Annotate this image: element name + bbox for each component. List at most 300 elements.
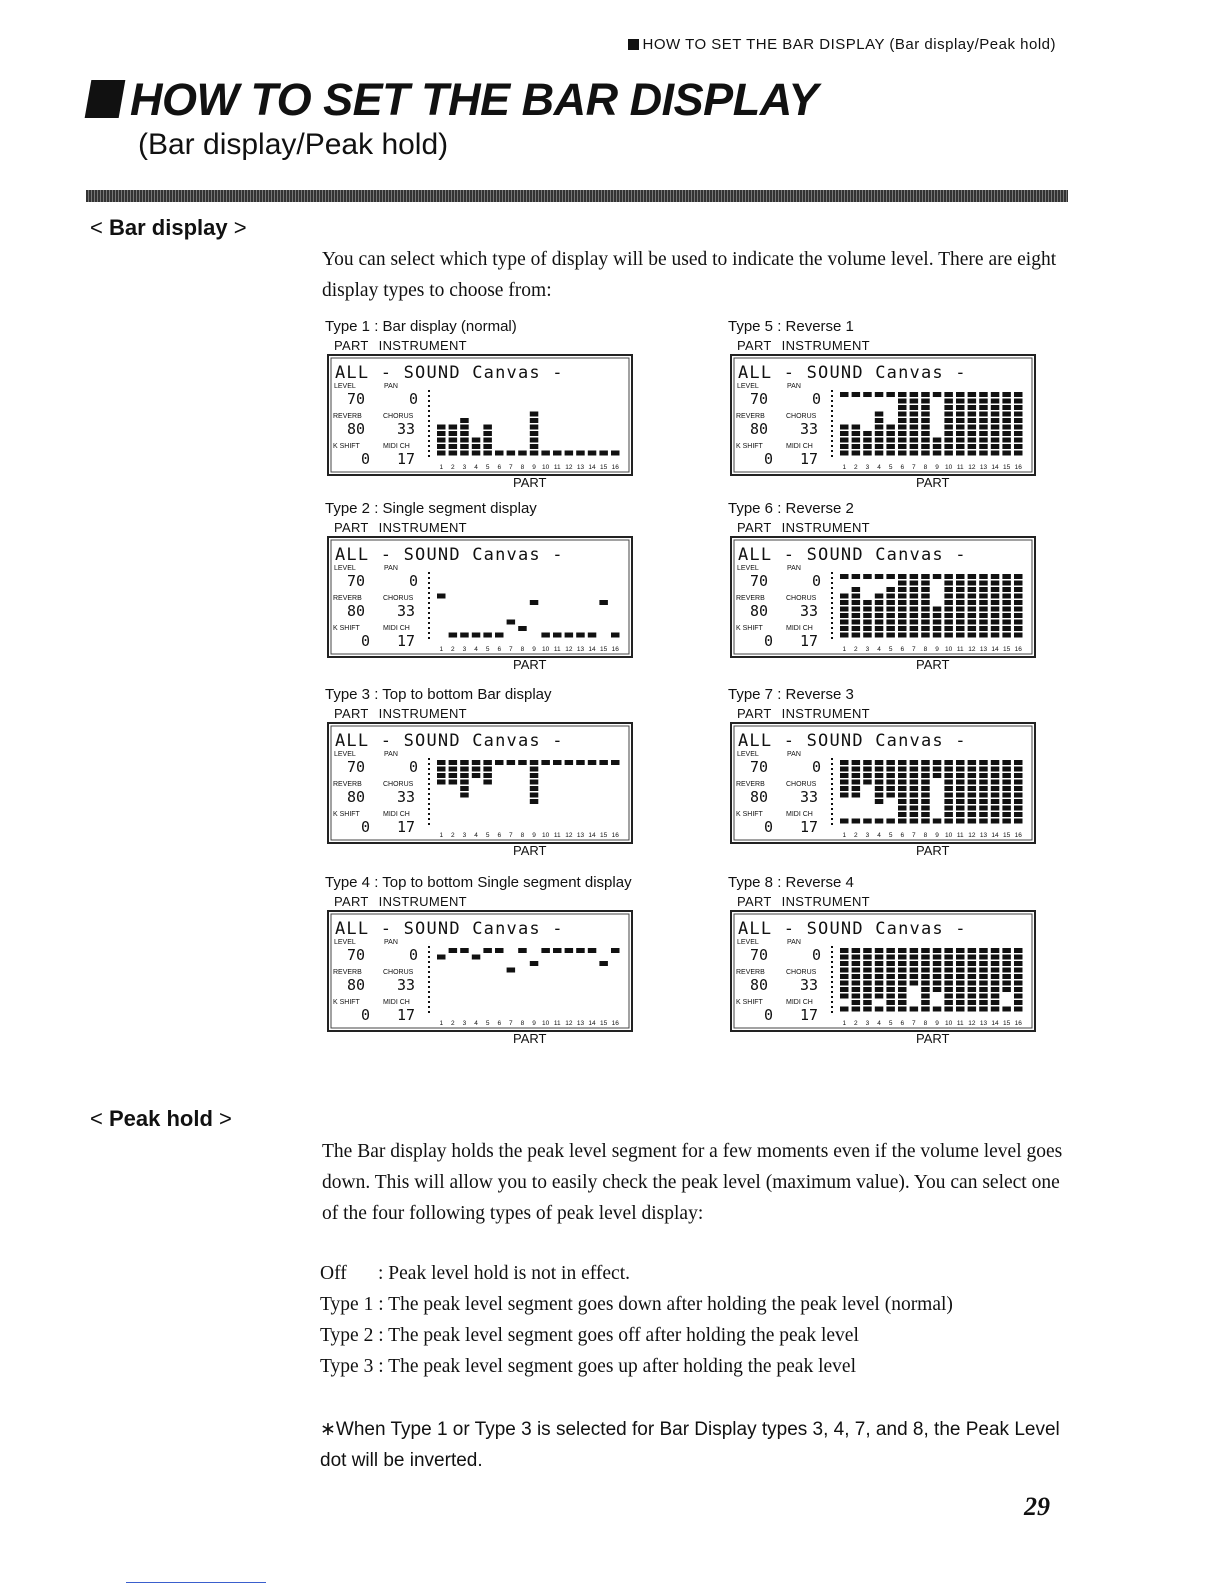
- running-header: HOW TO SET THE BAR DISPLAY (Bar display/Peak hold): [628, 36, 1056, 53]
- level-segment: [968, 607, 977, 612]
- level-segment: [1002, 444, 1011, 449]
- level-segment: [944, 955, 953, 960]
- level-segment: [956, 955, 965, 960]
- part-number: 9: [532, 646, 536, 653]
- level-segment: [541, 633, 550, 638]
- level-segment: [944, 594, 953, 599]
- level-segment: [991, 812, 1000, 817]
- level-segment: [863, 987, 872, 992]
- separator-dot: [831, 788, 833, 790]
- level-segment: [886, 1000, 895, 1005]
- level-segment: [437, 425, 446, 430]
- level-segment: [956, 412, 965, 417]
- separator-dot: [831, 773, 833, 775]
- chorus-value: 33: [800, 420, 819, 438]
- level-segment: [483, 425, 492, 430]
- level-segment: [956, 780, 965, 785]
- part-number: 8: [520, 1020, 525, 1027]
- level-segment: [863, 620, 872, 625]
- level-segment: [956, 786, 965, 791]
- level-segment: [1002, 626, 1011, 631]
- part-number: 12: [565, 832, 573, 839]
- level-segment: [968, 968, 977, 973]
- level-segment: [898, 780, 907, 785]
- level-segment: [921, 1007, 930, 1012]
- level-segment: [886, 438, 895, 443]
- level-segment: [933, 444, 942, 449]
- instrument-header: INSTRUMENT: [378, 706, 467, 721]
- kshift-value: 0: [361, 632, 371, 650]
- part-number: 2: [854, 832, 858, 839]
- level-segment: [588, 760, 597, 765]
- level-segment: [1002, 806, 1011, 811]
- level-segment: [1002, 425, 1011, 430]
- level-segment: [944, 1007, 953, 1012]
- level-segment: [968, 1000, 977, 1005]
- level-segment: [852, 981, 861, 986]
- level-segment: [1002, 767, 1011, 772]
- level-segment: [886, 600, 895, 605]
- level-segment: [944, 786, 953, 791]
- level-segment: [886, 444, 895, 449]
- level-segment: [863, 981, 872, 986]
- separator-dot: [428, 808, 430, 810]
- part-number: 6: [497, 464, 502, 471]
- level-segment: [910, 1007, 919, 1012]
- level-segment: [507, 451, 515, 456]
- level-segment: [852, 451, 861, 456]
- panel-header: [334, 894, 467, 909]
- separator-dot: [428, 818, 430, 820]
- part-caption: PART: [513, 475, 547, 490]
- page-number: 29: [1024, 1492, 1050, 1521]
- part-number: 1: [439, 832, 444, 839]
- level-segment: [991, 444, 1000, 449]
- level-segment: [979, 1000, 988, 1005]
- level-segment: [1002, 412, 1011, 417]
- instrument-header: INSTRUMENT: [781, 520, 870, 535]
- level-segment: [956, 600, 965, 605]
- level-segment: [910, 438, 919, 443]
- level-segment: [968, 786, 977, 791]
- level-segment: [979, 948, 988, 953]
- level-segment: [1014, 968, 1023, 973]
- level-segment: [507, 968, 515, 973]
- level-segment: [968, 961, 977, 966]
- level-segment: [1014, 994, 1023, 999]
- separator-dot: [428, 617, 430, 619]
- separator-dot: [428, 390, 430, 392]
- level-segment: [1002, 955, 1011, 960]
- level-segment: [898, 799, 907, 804]
- level-segment: [460, 767, 469, 772]
- level-segment: [576, 451, 585, 456]
- part-number: 16: [611, 832, 619, 839]
- level-segment: [898, 994, 907, 999]
- level-segment: [956, 819, 965, 824]
- level-segment: [944, 626, 953, 631]
- level-segment: [886, 587, 895, 592]
- reverb-label: REVERB: [736, 595, 765, 602]
- level-segment: [921, 607, 930, 612]
- level-segment: [863, 574, 872, 579]
- level-segment: [886, 392, 895, 397]
- level-segment: [1014, 786, 1023, 791]
- separator-dot: [428, 961, 430, 963]
- separator-dot: [428, 435, 430, 437]
- level-segment: [933, 987, 942, 992]
- level-segment: [1002, 780, 1011, 785]
- level-segment: [979, 431, 988, 436]
- part-caption: PART: [513, 657, 547, 672]
- level-segment: [910, 613, 919, 618]
- level-segment: [1002, 760, 1011, 765]
- pan-value: 0: [812, 572, 822, 590]
- level-segment: [530, 444, 539, 449]
- chorus-label: CHORUS: [786, 595, 817, 602]
- part-number: 10: [945, 464, 953, 471]
- part-number: 14: [991, 464, 999, 471]
- level-segment: [1014, 760, 1023, 765]
- level-value: 70: [347, 946, 366, 964]
- level-segment: [565, 760, 574, 765]
- chorus-value: 33: [397, 420, 416, 438]
- reverb-value: 80: [750, 788, 769, 806]
- part-number: 7: [912, 464, 916, 471]
- level-segment: [898, 412, 907, 417]
- level-segment: [863, 1000, 872, 1005]
- part-number: 12: [565, 464, 573, 471]
- level-label: LEVEL: [737, 565, 759, 572]
- level-segment: [863, 613, 872, 618]
- level-segment: [979, 581, 988, 586]
- level-segment: [956, 607, 965, 612]
- level-segment: [875, 438, 884, 443]
- level-segment: [840, 955, 849, 960]
- level-segment: [968, 587, 977, 592]
- level-segment: [886, 633, 895, 638]
- level-segment: [611, 760, 620, 765]
- level-segment: [944, 620, 953, 625]
- level-segment: [968, 780, 977, 785]
- lcd-panel: [327, 722, 633, 844]
- level-segment: [991, 607, 1000, 612]
- level-segment: [956, 773, 965, 778]
- separator-dot: [831, 758, 833, 760]
- level-segment: [840, 994, 849, 999]
- part-number: 14: [991, 646, 999, 653]
- level-segment: [933, 968, 942, 973]
- level-segment: [921, 587, 930, 592]
- level-segment: [1002, 405, 1011, 410]
- level-segment: [898, 600, 907, 605]
- part-number: 14: [588, 832, 596, 839]
- level-segment: [898, 405, 907, 410]
- level-segment: [968, 981, 977, 986]
- level-segment: [921, 974, 930, 979]
- level-segment: [979, 399, 988, 404]
- level-segment: [968, 1007, 977, 1012]
- level-segment: [898, 806, 907, 811]
- part-number: 4: [877, 646, 881, 653]
- separator-dot: [831, 607, 833, 609]
- level-segment: [611, 633, 620, 638]
- level-segment: [518, 626, 527, 631]
- level-segment: [968, 812, 977, 817]
- level-segment: [863, 948, 872, 953]
- level-segment: [933, 819, 942, 824]
- level-segment: [599, 451, 608, 456]
- midich-label: MIDI CH: [786, 625, 813, 632]
- level-segment: [1014, 955, 1023, 960]
- level-segment: [1002, 607, 1011, 612]
- pan-label: PAN: [384, 383, 398, 390]
- level-segment: [944, 581, 953, 586]
- level-segment: [898, 620, 907, 625]
- separator-dot: [428, 632, 430, 634]
- part-number: 3: [462, 464, 467, 471]
- pan-value: 0: [409, 572, 419, 590]
- level-segment: [910, 780, 919, 785]
- part-number: 11: [553, 646, 561, 653]
- separator-dot: [428, 773, 430, 775]
- level-segment: [910, 405, 919, 410]
- level-segment: [921, 819, 930, 824]
- chorus-label: CHORUS: [786, 413, 817, 420]
- level-segment: [875, 633, 884, 638]
- chorus-value: 33: [397, 976, 416, 994]
- level-segment: [956, 425, 965, 430]
- peak-option-off: Off : Peak level hold is not in effect.: [320, 1263, 630, 1284]
- level-segment: [979, 594, 988, 599]
- level-segment: [979, 780, 988, 785]
- level-segment: [530, 425, 539, 430]
- separator-dot: [831, 400, 833, 402]
- level-segment: [1014, 812, 1023, 817]
- level-segment: [852, 994, 861, 999]
- level-segment: [852, 961, 861, 966]
- level-segment: [979, 418, 988, 423]
- level-segment: [840, 607, 849, 612]
- level-segment: [910, 806, 919, 811]
- level-segment: [898, 438, 907, 443]
- part-number: 5: [888, 1020, 893, 1027]
- level-segment: [1002, 594, 1011, 599]
- level-segment: [852, 760, 861, 765]
- level-segment: [921, 981, 930, 986]
- part-caption: PART: [916, 475, 950, 490]
- level-segment: [968, 799, 977, 804]
- level-segment: [886, 819, 895, 824]
- separator-dot: [831, 420, 833, 422]
- part-number: 14: [588, 464, 596, 471]
- level-segment: [588, 948, 597, 953]
- level-segment: [956, 431, 965, 436]
- separator-dot: [428, 627, 430, 629]
- level-segment: [852, 955, 861, 960]
- part-number: 10: [945, 832, 953, 839]
- level-segment: [921, 968, 930, 973]
- level-segment: [968, 955, 977, 960]
- level-segment: [968, 767, 977, 772]
- level-segment: [875, 968, 884, 973]
- level-segment: [1014, 633, 1023, 638]
- reverb-label: REVERB: [736, 413, 765, 420]
- separator-dot: [831, 946, 833, 948]
- part-number: 1: [842, 1020, 847, 1027]
- level-segment: [910, 574, 919, 579]
- level-segment: [944, 418, 953, 423]
- level-segment: [565, 948, 574, 953]
- level-segment: [1014, 948, 1023, 953]
- level-segment: [863, 438, 872, 443]
- instrument-line: ALL - SOUND Canvas -: [335, 731, 564, 751]
- level-segment: [449, 760, 458, 765]
- level-segment: [840, 760, 849, 765]
- level-segment: [944, 392, 953, 397]
- level-segment: [1014, 626, 1023, 631]
- level-segment: [886, 974, 895, 979]
- part-number: 5: [485, 646, 490, 653]
- level-segment: [956, 620, 965, 625]
- instrument-line: ALL - SOUND Canvas -: [335, 363, 564, 383]
- level-segment: [460, 760, 469, 765]
- level-segment: [541, 948, 550, 953]
- level-segment: [840, 961, 849, 966]
- level-segment: [886, 620, 895, 625]
- peak-option-type1: Type 1 : The peak level segment goes down after holding the peak level (normal): [320, 1294, 953, 1315]
- level-segment: [875, 819, 884, 824]
- level-segment: [1002, 812, 1011, 817]
- level-segment: [898, 773, 907, 778]
- level-segment: [910, 600, 919, 605]
- separator-dot: [831, 818, 833, 820]
- level-segment: [898, 451, 907, 456]
- midich-label: MIDI CH: [383, 443, 410, 450]
- level-segment: [530, 431, 539, 436]
- level-segment: [1002, 451, 1011, 456]
- midich-label: MIDI CH: [383, 625, 410, 632]
- instrument-line: ALL - SOUND Canvas -: [738, 363, 967, 383]
- separator-dot: [428, 612, 430, 614]
- lcd-panel: [327, 354, 633, 476]
- level-segment: [968, 581, 977, 586]
- level-segment: [944, 399, 953, 404]
- reverb-value: 80: [347, 602, 366, 620]
- level-segment: [979, 812, 988, 817]
- separator-dot: [831, 981, 833, 983]
- separator-dot: [831, 637, 833, 639]
- level-segment: [910, 412, 919, 417]
- level-segment: [933, 767, 942, 772]
- level-segment: [449, 438, 458, 443]
- level-segment: [921, 392, 930, 397]
- separator-dot: [831, 602, 833, 604]
- part-number: 7: [509, 464, 513, 471]
- level-segment: [944, 405, 953, 410]
- level-segment: [437, 760, 446, 765]
- level-segment: [852, 968, 861, 973]
- level-segment: [576, 633, 585, 638]
- level-segment: [875, 626, 884, 631]
- part-number: 2: [451, 464, 455, 471]
- separator-dot: [428, 986, 430, 988]
- level-segment: [910, 799, 919, 804]
- level-segment: [933, 392, 942, 397]
- level-segment: [991, 994, 1000, 999]
- level-segment: [991, 626, 1000, 631]
- level-segment: [483, 444, 492, 449]
- level-segment: [956, 594, 965, 599]
- reverb-value: 80: [347, 976, 366, 994]
- level-segment: [1014, 607, 1023, 612]
- level-segment: [991, 780, 1000, 785]
- level-segment: [460, 425, 469, 430]
- level-segment: [944, 799, 953, 804]
- lcd-screen: [732, 538, 1034, 656]
- level-segment: [968, 438, 977, 443]
- instrument-line: ALL - SOUND Canvas -: [335, 919, 564, 939]
- level-segment: [921, 594, 930, 599]
- level-segment: [944, 819, 953, 824]
- reverb-label: REVERB: [333, 413, 362, 420]
- page-title: HOW TO SET THE BAR DISPLAY: [88, 74, 818, 126]
- part-number: 13: [979, 1020, 988, 1027]
- level-segment: [898, 607, 907, 612]
- separator-dot: [831, 390, 833, 392]
- level-segment: [910, 444, 919, 449]
- level-segment: [472, 451, 481, 456]
- level-segment: [979, 607, 988, 612]
- level-segment: [1014, 806, 1023, 811]
- part-number: 12: [968, 464, 976, 471]
- level-segment: [1014, 412, 1023, 417]
- separator-dot: [428, 592, 430, 594]
- type-label: Type 7 : Reverse 3: [728, 686, 854, 703]
- level-segment: [840, 1007, 849, 1012]
- level-segment: [1002, 819, 1011, 824]
- part-number: 14: [588, 1020, 596, 1027]
- level-segment: [460, 431, 469, 436]
- chorus-value: 33: [397, 602, 416, 620]
- separator-dot: [831, 813, 833, 815]
- level-segment: [852, 607, 861, 612]
- part-number: 11: [553, 832, 561, 839]
- part-number: 11: [553, 1020, 561, 1027]
- level-segment: [483, 780, 492, 785]
- separator-dot: [831, 435, 833, 437]
- level-segment: [991, 600, 1000, 605]
- level-segment: [968, 574, 977, 579]
- level-segment: [886, 773, 895, 778]
- separator-dot: [428, 981, 430, 983]
- level-segment: [944, 574, 953, 579]
- level-segment: [898, 613, 907, 618]
- level-segment: [1014, 438, 1023, 443]
- level-segment: [968, 405, 977, 410]
- level-segment: [852, 948, 861, 953]
- part-number: 6: [497, 646, 502, 653]
- level-segment: [910, 607, 919, 612]
- midich-value: 17: [397, 818, 416, 836]
- separator-dot: [831, 627, 833, 629]
- level-segment: [979, 819, 988, 824]
- level-segment: [991, 574, 1000, 579]
- level-segment: [875, 418, 884, 423]
- separator-dot: [831, 617, 833, 619]
- level-segment: [979, 994, 988, 999]
- level-segment: [588, 451, 597, 456]
